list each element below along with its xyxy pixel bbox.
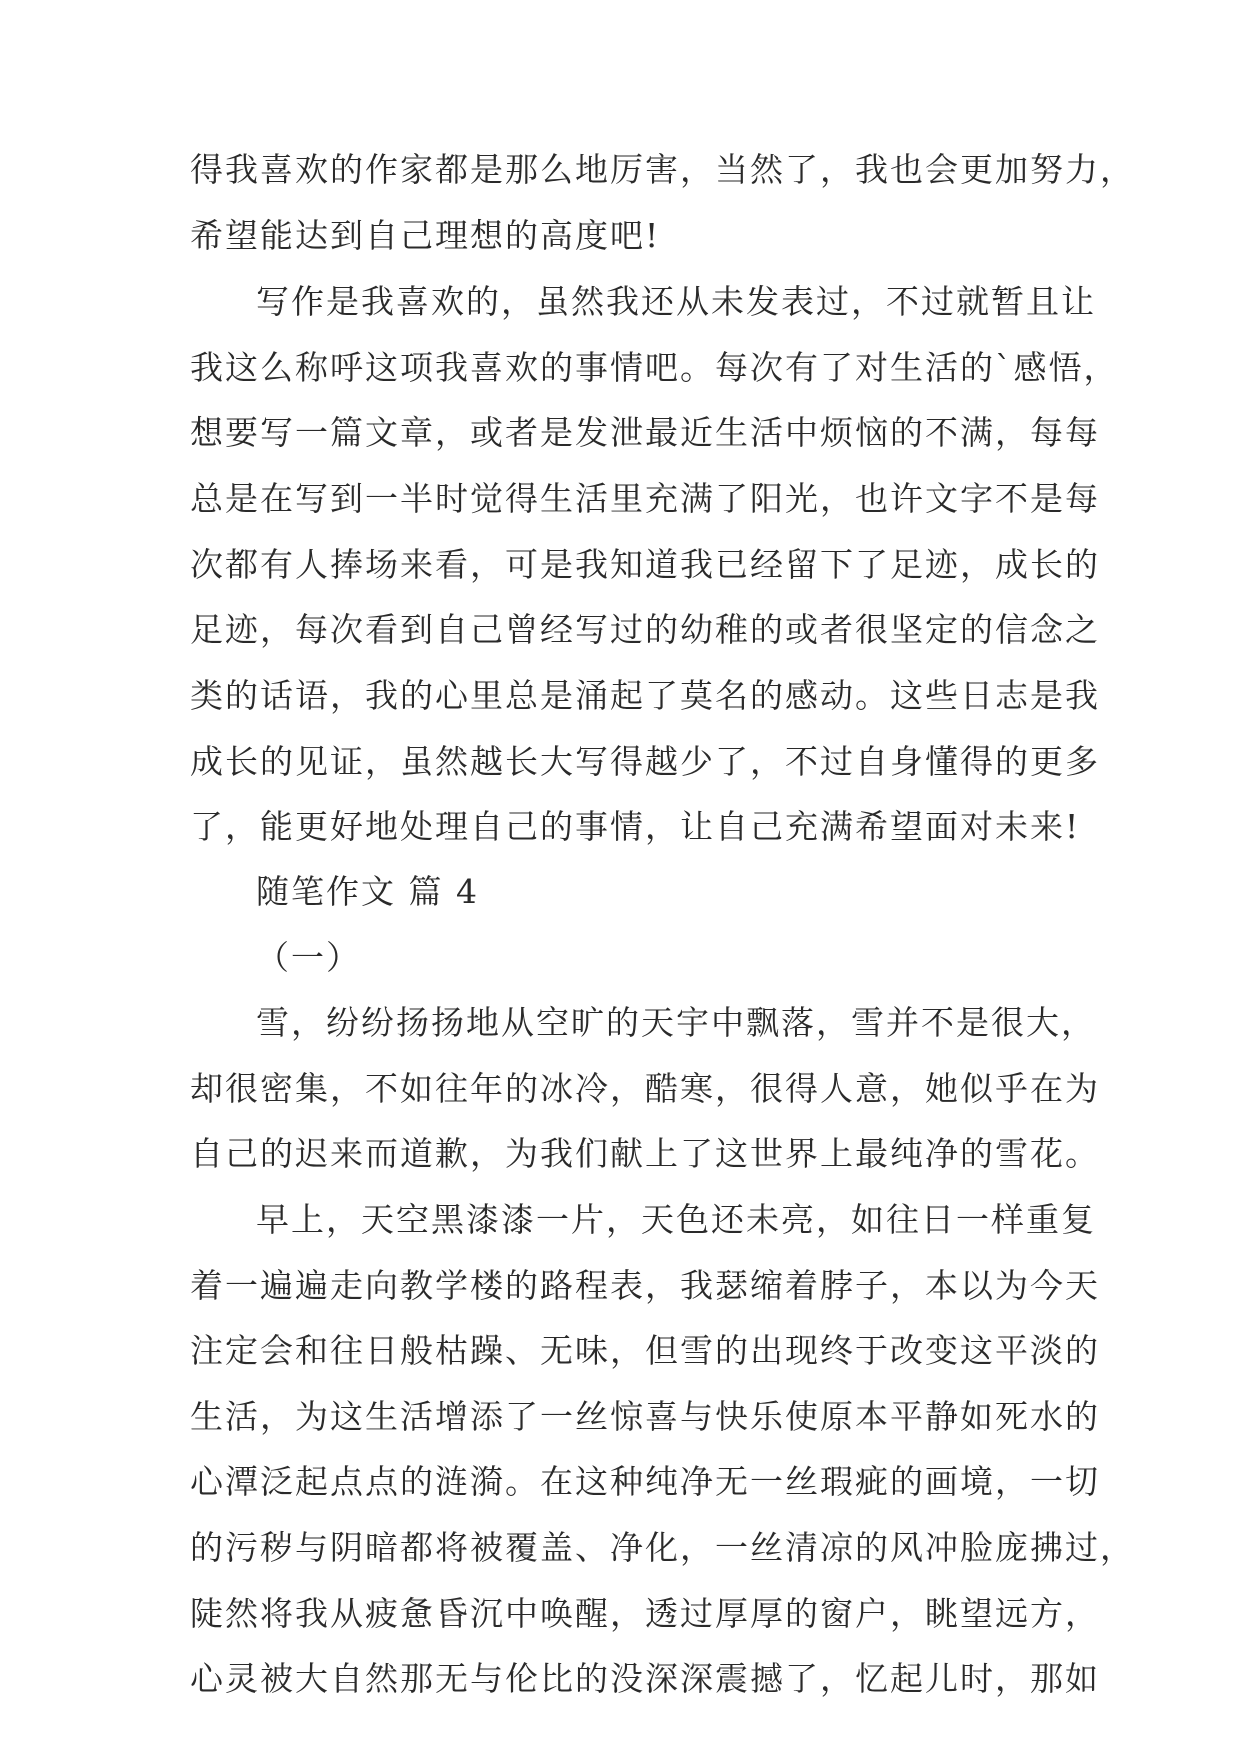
text-line: 次都有人捧场来看，可是我知道我已经留下了足迹，成长的 [190, 545, 1100, 584]
text-line: 足迹，每次看到自己曾经写过的幼稚的或者很坚定的信念之 [190, 610, 1100, 649]
text-line: 我这么称呼这项我喜欢的事情吧。每次有了对生活的`感悟， [190, 348, 1119, 387]
text-line: 的污秽与阴暗都将被覆盖、净化，一丝清凉的风冲脸庞拂过， [190, 1528, 1135, 1567]
text-line: 自己的迟来而道歉，为我们献上了这世界上最纯净的雪花。 [190, 1134, 1100, 1173]
text-line: 想要写一篇文章，或者是发泄最近生活中烦恼的不满，每每 [190, 413, 1100, 452]
text-line: 类的话语，我的心里总是涌起了莫名的感动。这些日志是我 [190, 676, 1100, 715]
paragraph-start-line: 早上，天空黑漆漆一片，天色还未亮，如往日一样重复 [256, 1200, 1096, 1239]
text-line: 了，能更好地处理自己的事情，让自己充满希望面对未来! [190, 807, 1081, 846]
text-line: 希望能达到自己理想的高度吧! [190, 216, 661, 255]
text-line: 得我喜欢的作家都是那么地厉害，当然了，我也会更加努力， [190, 150, 1135, 189]
text-line: 陡然将我从疲惫昏沉中唤醒，透过厚厚的窗户，眺望远方， [190, 1594, 1100, 1633]
paragraph-start-line: 雪，纷纷扬扬地从空旷的天宇中飘落，雪并不是很大， [256, 1003, 1096, 1042]
text-line: 却很密集，不如往年的冰冷，酷寒，很得人意，她似乎在为 [190, 1069, 1100, 1108]
text-line: 成长的见证，虽然越长大写得越少了，不过自身懂得的更多 [190, 742, 1100, 781]
paragraph-start-line: 写作是我喜欢的，虽然我还从未发表过，不过就暂且让 [256, 282, 1096, 321]
section-heading: 随笔作文 篇 4 [256, 872, 479, 911]
text-line: 心灵被大自然那无与伦比的没深深震撼了，忆起儿时，那如 [190, 1659, 1100, 1698]
text-line: 着一遍遍走向教学楼的路程表，我瑟缩着脖子，本以为今天 [190, 1266, 1100, 1305]
text-line: 生活，为这生活增添了一丝惊喜与快乐使原本平静如死水的 [190, 1397, 1100, 1436]
section-subheading: （一） [256, 938, 361, 977]
text-line: 注定会和往日般枯躁、无味，但雪的出现终于改变这平淡的 [190, 1331, 1100, 1370]
text-line: 总是在写到一半时觉得生活里充满了阳光，也许文字不是每 [190, 479, 1100, 518]
text-line: 心潭泛起点点的涟漪。在这种纯净无一丝瑕疵的画境，一切 [190, 1462, 1100, 1501]
